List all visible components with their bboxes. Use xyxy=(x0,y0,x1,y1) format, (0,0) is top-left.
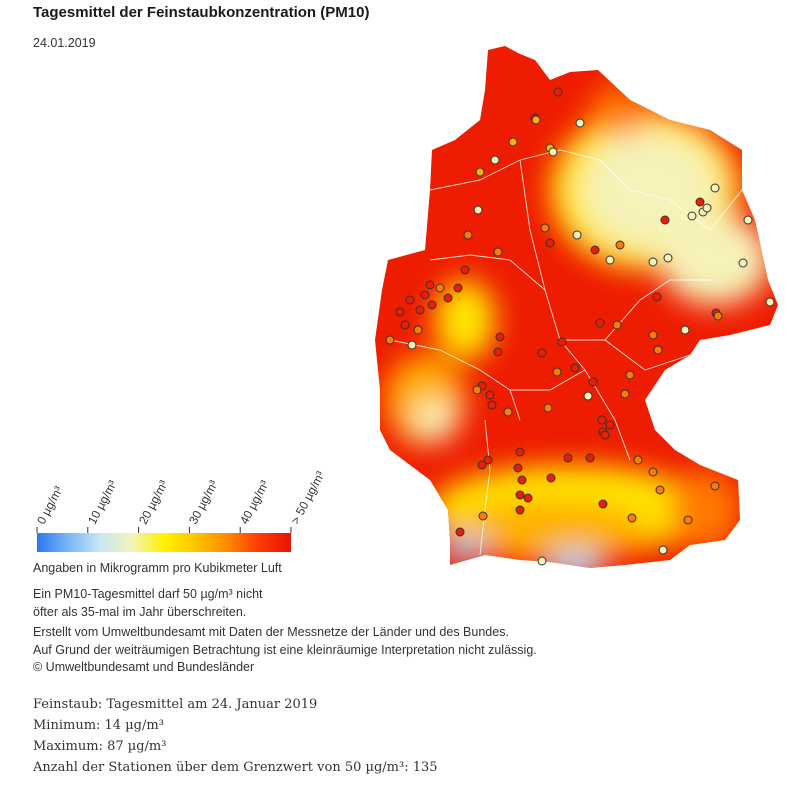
station-marker xyxy=(473,386,481,394)
station-marker xyxy=(516,448,524,456)
map-title: Tagesmittel der Feinstaubkonzentration (PM10) xyxy=(33,4,370,21)
station-marker xyxy=(538,557,546,565)
stats-exceedance-count: Anzahl der Stationen über dem Grenzwert von 50 µg/m³: 135 xyxy=(33,760,438,775)
station-marker xyxy=(613,321,621,329)
station-marker xyxy=(744,216,752,224)
station-marker xyxy=(516,506,524,514)
map-date: 24.01.2019 xyxy=(33,36,96,50)
station-marker xyxy=(661,216,669,224)
station-marker xyxy=(524,494,532,502)
station-marker xyxy=(591,246,599,254)
station-marker xyxy=(681,326,689,334)
station-marker xyxy=(401,321,409,329)
station-marker xyxy=(406,296,414,304)
station-marker xyxy=(478,461,486,469)
field-blue-alps xyxy=(545,550,605,580)
station-marker xyxy=(421,291,429,299)
station-marker xyxy=(456,528,464,536)
station-marker xyxy=(649,468,657,476)
station-marker xyxy=(711,482,719,490)
daily-statistics xyxy=(33,694,438,778)
legend-gradient-bar xyxy=(37,533,291,552)
station-marker xyxy=(488,401,496,409)
station-marker xyxy=(573,231,581,239)
station-marker xyxy=(711,184,719,192)
station-marker xyxy=(696,198,704,206)
station-marker xyxy=(714,312,722,320)
station-marker xyxy=(504,408,512,416)
station-marker xyxy=(474,206,482,214)
station-marker xyxy=(414,326,422,334)
station-marker xyxy=(634,456,642,464)
station-marker xyxy=(596,319,604,327)
station-marker xyxy=(688,212,696,220)
note-interpretation: Auf Grund der weiträumigen Betrachtung ist eine kleinräumige Interpretation nicht zulässig. xyxy=(33,642,537,657)
station-marker xyxy=(564,454,572,462)
station-marker xyxy=(444,294,452,302)
stats-heading: Feinstaub: Tagesmittel am 24. Januar 2019 xyxy=(33,697,318,712)
station-marker xyxy=(586,454,594,462)
station-marker xyxy=(426,281,434,289)
station-marker xyxy=(553,368,561,376)
station-marker xyxy=(386,336,394,344)
station-marker xyxy=(554,88,562,96)
station-marker xyxy=(606,256,614,264)
station-marker xyxy=(654,346,662,354)
station-marker xyxy=(436,284,444,292)
station-marker xyxy=(476,168,484,176)
station-marker xyxy=(464,231,472,239)
map-notes xyxy=(33,586,537,677)
station-marker xyxy=(516,491,524,499)
station-marker xyxy=(576,119,584,127)
station-marker xyxy=(544,404,552,412)
field-orange-bavaria xyxy=(670,470,740,550)
legend-tick-label: 20 µg/m³ xyxy=(135,477,171,527)
station-marker xyxy=(408,341,416,349)
station-marker xyxy=(684,516,692,524)
station-marker xyxy=(584,392,592,400)
station-marker xyxy=(491,156,499,164)
station-marker xyxy=(486,391,494,399)
station-marker xyxy=(558,338,566,346)
legend-tick-label: 30 µg/m³ xyxy=(186,477,222,527)
field-pale-southwest xyxy=(413,400,457,440)
station-marker xyxy=(601,431,609,439)
station-marker xyxy=(656,486,664,494)
station-marker xyxy=(653,293,661,301)
legend-tick-label: 0 µg/m³ xyxy=(34,483,66,527)
stats-minimum: Minimum: 14 µg/m³ xyxy=(33,718,164,733)
station-marker xyxy=(509,138,517,146)
station-marker xyxy=(428,301,436,309)
legend-tick-marks xyxy=(37,527,291,533)
legend-tick-label: 40 µg/m³ xyxy=(237,477,272,527)
station-marker xyxy=(606,421,614,429)
station-marker xyxy=(664,254,672,262)
legend-tick-label: > 50 µg/m³ xyxy=(288,468,328,527)
legend-caption: Angaben in Mikrogramm pro Kubikmeter Luft xyxy=(33,561,282,575)
station-marker xyxy=(461,266,469,274)
station-marker xyxy=(547,474,555,482)
note-limit-line2: öfter als 35-mal im Jahr überschreiten. xyxy=(33,604,247,619)
station-marker xyxy=(626,371,634,379)
field-pale-southeast xyxy=(660,215,770,305)
field-blue-southwest xyxy=(440,536,490,560)
station-marker xyxy=(538,349,546,357)
station-marker xyxy=(621,390,629,398)
station-marker xyxy=(494,348,502,356)
station-marker xyxy=(514,464,522,472)
station-marker xyxy=(518,476,526,484)
station-marker xyxy=(766,298,774,306)
station-marker xyxy=(494,248,502,256)
station-marker xyxy=(659,546,667,554)
station-marker xyxy=(649,331,657,339)
station-marker xyxy=(571,364,579,372)
germany-pm10-map xyxy=(370,40,790,580)
note-limit-line1: Ein PM10-Tagesmittel darf 50 µg/m³ nicht xyxy=(33,587,263,601)
legend-colorbar xyxy=(30,455,305,555)
station-marker xyxy=(739,259,747,267)
station-marker xyxy=(628,514,636,522)
station-marker xyxy=(496,333,504,341)
station-marker xyxy=(454,284,462,292)
station-marker xyxy=(416,306,424,314)
station-marker xyxy=(396,308,404,316)
station-marker xyxy=(589,378,597,386)
note-source: Erstellt vom Umweltbundesamt mit Daten der Messnetze der Länder und des Bundes. xyxy=(33,625,509,639)
station-marker xyxy=(532,116,540,124)
station-marker xyxy=(599,500,607,508)
station-marker xyxy=(616,241,624,249)
legend-tick-label: 10 µg/m³ xyxy=(84,477,120,527)
station-marker xyxy=(549,148,557,156)
field-yellow-west xyxy=(435,280,495,360)
station-marker xyxy=(479,512,487,520)
station-marker xyxy=(541,224,549,232)
station-marker xyxy=(598,416,606,424)
note-copyright: © Umweltbundesamt und Bundesländer xyxy=(33,660,255,674)
station-marker xyxy=(546,239,554,247)
station-marker xyxy=(649,258,657,266)
field-orange-north xyxy=(590,85,650,135)
stats-maximum: Maximum: 87 µg/m³ xyxy=(33,739,167,754)
station-marker xyxy=(703,204,711,212)
